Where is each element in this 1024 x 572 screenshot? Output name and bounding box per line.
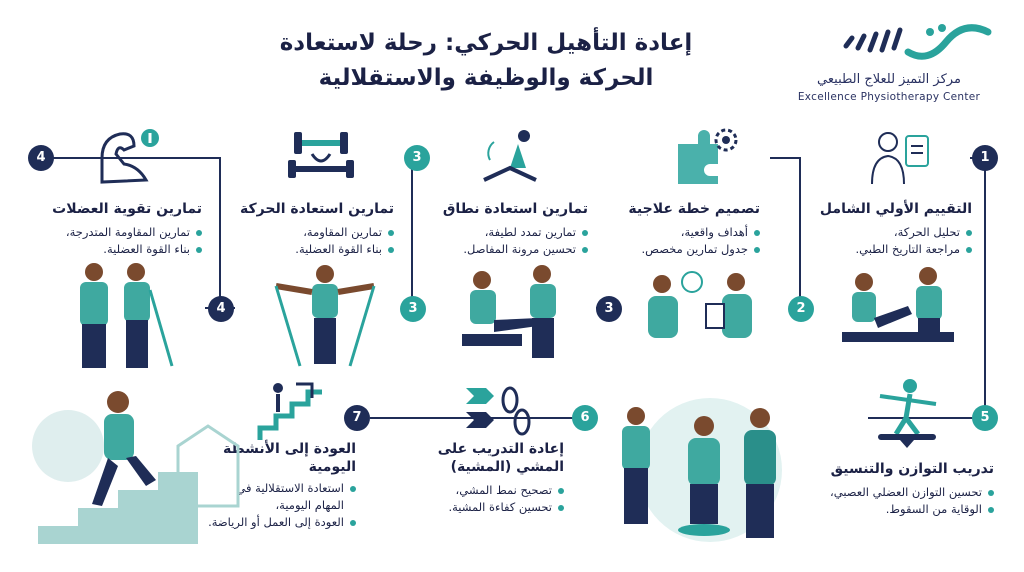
resistance-band-exercise-illustration [270, 258, 380, 370]
therapist-knee-assessment-illustration [838, 262, 958, 354]
step-4-movement-title: تمارين استعادة الحركة [240, 201, 394, 217]
step-2-bullet: أهداف واقعية، [590, 224, 760, 241]
step-6-card [424, 440, 564, 516]
step-3-badge: 3 [404, 145, 430, 171]
therapist-leg-stretch-illustration [458, 262, 578, 362]
step-6-badge: 6 [572, 405, 598, 431]
title-line-1: إعادة التأهيل الحركي: رحلة لاستعادة [279, 30, 693, 56]
therapist-plan-discussion-illustration [640, 268, 760, 348]
step-7-title: العودة إلى الأنشطة اليومية [222, 441, 356, 475]
connector-badge-4: 4 [208, 296, 234, 322]
step-4-strength-title: تمارين تقوية العضلات [52, 201, 202, 217]
step-4-strength-card [22, 200, 202, 258]
step-7-bullet: العودة إلى العمل أو الرياضة. [206, 514, 356, 531]
step-2-title: تصميم خطة علاجية [628, 201, 760, 217]
step-4-movement-bullet: بناء القوة العضلية. [224, 241, 394, 258]
step-1-card [792, 200, 972, 258]
step-4-strength-bullet: بناء القوة العضلية. [22, 241, 202, 258]
resistance-band-assisted-illustration [72, 256, 182, 372]
step-7-badge: 7 [344, 405, 370, 431]
flexed-arm-icon [94, 124, 164, 188]
connector-badge-2: 2 [788, 296, 814, 322]
footsteps-arrows-icon [462, 382, 532, 446]
step-4-badge: 4 [28, 145, 54, 171]
step-7-bullet: استعادة الاستقلالية في المهام اليومية، [206, 480, 356, 514]
step-5-title: تدريب التوازن والتنسيق [830, 461, 994, 477]
connector-badge-3-teal: 3 [400, 296, 426, 322]
logo-name-arabic: مركز التميز للعلاج الطبيعي [817, 72, 961, 87]
step-1-bullet: مراجعة التاريخ الطبي. [792, 241, 972, 258]
step-6-title: إعادة التدريب على المشي (المشية) [437, 441, 564, 475]
step-2-card [590, 200, 760, 258]
logo-name-english: Excellence Physiotherapy Center [797, 91, 981, 103]
stretch-therapy-icon [480, 124, 550, 188]
step-3-title: تمارين استعادة نطاق [442, 201, 588, 217]
step-1-title: التقييم الأولي الشامل [819, 201, 972, 217]
step-6-bullet: تصحيح نمط المشي، [424, 482, 564, 499]
step-2-bullet: جدول تمارين مخصص. [590, 241, 760, 258]
doctor-clipboard-icon [868, 128, 932, 188]
page-title [266, 26, 706, 96]
connector-badge-3-navy: 3 [596, 296, 622, 322]
title-line-2: الحركة والوظيفة والاستقلالية [318, 65, 654, 91]
balance-training-therapist-illustration [600, 396, 800, 546]
step-4-strength-bullet: تمارين المقاومة المتدرجة، [22, 224, 202, 241]
step-5-bullet: الوقاية من السقوط. [814, 501, 994, 518]
clinic-logo-icon [818, 12, 998, 72]
step-6-bullet: تحسين كفاءة المشية. [424, 499, 564, 516]
stair-climbing-outdoor-illustration [28, 386, 248, 546]
step-3-bullet: تمارين تمدد لطيفة، [418, 224, 588, 241]
step-1-bullet: تحليل الحركة، [792, 224, 972, 241]
step-4-movement-card [224, 200, 394, 258]
stairs-climb-icon [256, 378, 326, 444]
step-1-badge: 1 [972, 145, 998, 171]
puzzle-gear-icon [674, 124, 744, 188]
step-5-card [814, 460, 994, 518]
step-4-movement-bullet: تمارين المقاومة، [224, 224, 394, 241]
dumbbell-icon [286, 124, 356, 184]
step-5-bullet: تحسين التوازن العضلي العصبي، [814, 484, 994, 501]
step-3-card [418, 200, 588, 258]
step-5-badge: 5 [972, 405, 998, 431]
balance-board-icon [872, 376, 942, 450]
step-3-bullet: تحسين مرونة المفاصل. [418, 241, 588, 258]
